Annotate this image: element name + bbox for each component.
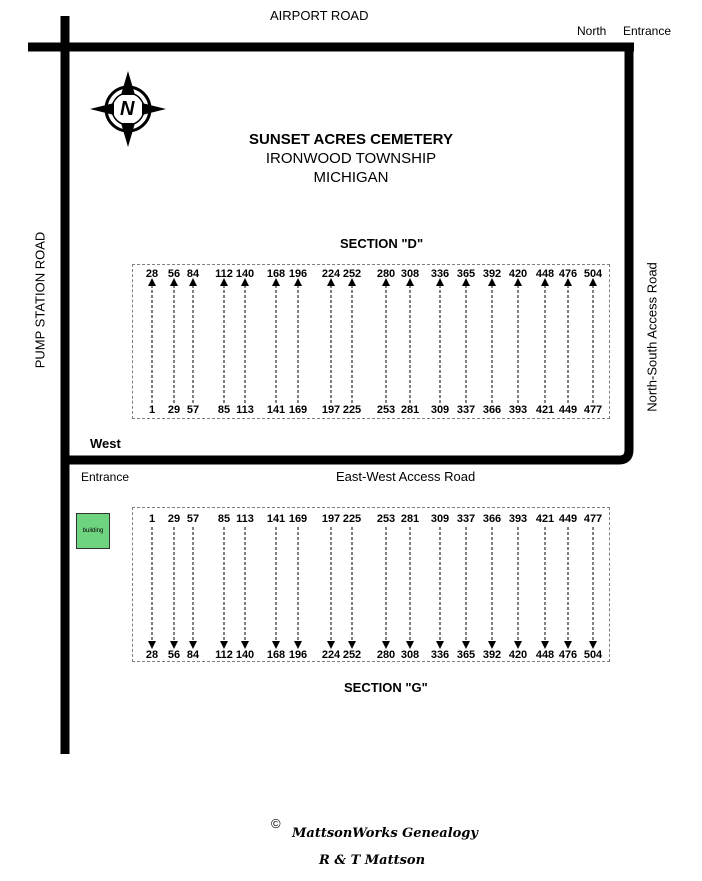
section-d-top-row-number: 224 [321, 268, 341, 280]
section-d-bottom-row-number: 57 [186, 404, 200, 416]
section-d-bottom-row-number: 449 [558, 404, 578, 416]
section-d-bottom-row-number: 393 [508, 404, 528, 416]
pump-station-road-label: PUMP STATION ROAD [32, 231, 48, 369]
section-d-top-row-number: 168 [266, 268, 286, 280]
credit-line-2: R & T Mattson [319, 853, 426, 868]
section-d-top-row-number: 476 [558, 268, 578, 280]
section-d-top-row-number: 112 [215, 268, 233, 280]
section-g-top-row-number: 281 [400, 513, 420, 525]
section-g-top-row-number: 141 [266, 513, 286, 525]
north-entrance-label-2: Entrance [623, 24, 672, 38]
township-label: IRONWOOD TOWNSHIP [265, 150, 437, 167]
section-d-bottom-row-number: 169 [288, 404, 308, 416]
section-d-top-row-number: 308 [400, 268, 420, 280]
section-d-top-row-number: 280 [376, 268, 396, 280]
section-g-top-row-number: 421 [535, 513, 555, 525]
section-d-top-row-number: 420 [508, 268, 528, 280]
section-g-bottom-row-number: 56 [167, 649, 181, 661]
section-d-bottom-row-number: 477 [583, 404, 603, 416]
section-g-bottom-row-number: 28 [145, 649, 159, 661]
section-g-bottom-row-number: 365 [456, 649, 476, 661]
compass-letter: N [120, 98, 135, 120]
west-entrance-label-1: West [90, 436, 121, 451]
east-west-road-label: East-West Access Road [336, 469, 476, 484]
section-g-bottom-row-number: 336 [430, 649, 450, 661]
section-g-bottom-row-number: 168 [266, 649, 286, 661]
section-g-bottom-row-number: 196 [288, 649, 308, 661]
section-d-bottom-row-number: 309 [430, 404, 450, 416]
section-d-top-row-number: 140 [235, 268, 255, 280]
section-d-bottom-row-number: 85 [217, 404, 231, 416]
section-d-bottom-row-number: 29 [167, 404, 181, 416]
section-d-bottom-row-number: 281 [400, 404, 420, 416]
section-g-top-row-number: 309 [430, 513, 450, 525]
section-g-top-row-number: 57 [186, 513, 200, 525]
section-g-top-row-number: 366 [482, 513, 502, 525]
north-south-road-label: North-South Access Road [644, 262, 660, 412]
section-g-bottom-row-number: 420 [508, 649, 528, 661]
section-d-top-row-number: 56 [167, 268, 181, 280]
section-d-bottom-row-number: 366 [482, 404, 502, 416]
section-d-top-row-number: 252 [342, 268, 362, 280]
section-g-top-row-number: 29 [167, 513, 181, 525]
north-entrance-label-1: North [577, 24, 607, 38]
section-g-bottom-row-number: 252 [342, 649, 362, 661]
section-g-top-row-number: 1 [148, 513, 156, 525]
section-g-top-row-number: 393 [508, 513, 528, 525]
section-g-top-row-number: 449 [558, 513, 578, 525]
state-label: MICHIGAN [313, 169, 389, 186]
section-d-label: SECTION "D" [340, 236, 424, 251]
section-d-bottom-row-number: 113 [236, 404, 254, 416]
section-g-top-row-number: 337 [456, 513, 476, 525]
copyright-symbol: © [271, 816, 281, 831]
section-g-bottom-row-number: 392 [482, 649, 502, 661]
section-d-top-row-number: 365 [456, 268, 476, 280]
section-d-bottom-row-number: 141 [266, 404, 286, 416]
section-g-bottom-row-number: 224 [321, 649, 341, 661]
section-g-top-row-number: 477 [583, 513, 603, 525]
section-g-top-row-number: 85 [217, 513, 231, 525]
section-g-bottom-row-number: 112 [215, 649, 233, 661]
section-g-top-row-number: 197 [321, 513, 341, 525]
building-label: building [82, 528, 104, 534]
section-d-bottom-row-number: 421 [535, 404, 555, 416]
section-d-top-row-number: 392 [482, 268, 502, 280]
section-d-top-row-number: 196 [288, 268, 308, 280]
airport-road-label: AIRPORT ROAD [270, 8, 369, 23]
credit-line-1: MattsonWorks Genealogy [292, 826, 478, 841]
section-d-top-row-number: 448 [535, 268, 555, 280]
section-g-label: SECTION "G" [344, 680, 428, 695]
section-d-bottom-row-number: 197 [321, 404, 341, 416]
section-d-top-row-number: 336 [430, 268, 450, 280]
section-g-top-row-number: 169 [288, 513, 308, 525]
cemetery-title: SUNSET ACRES CEMETERY [249, 131, 453, 148]
section-d-plot [132, 264, 610, 419]
section-g-top-row-number: 113 [236, 513, 254, 525]
section-g-bottom-row-number: 140 [235, 649, 255, 661]
section-d-bottom-row-number: 337 [456, 404, 476, 416]
section-d-top-row-number: 84 [186, 268, 200, 280]
section-g-bottom-row-number: 280 [376, 649, 396, 661]
section-g-bottom-row-number: 504 [583, 649, 603, 661]
section-d-bottom-row-number: 253 [376, 404, 396, 416]
west-entrance-label-2: Entrance [81, 470, 130, 484]
section-g-bottom-row-number: 448 [535, 649, 555, 661]
section-g-bottom-row-number: 308 [400, 649, 420, 661]
building [76, 513, 110, 549]
section-g-plot [132, 507, 610, 662]
section-g-top-row-number: 253 [376, 513, 396, 525]
section-d-bottom-row-number: 225 [342, 404, 362, 416]
section-g-bottom-row-number: 84 [186, 649, 200, 661]
section-d-bottom-row-number: 1 [148, 404, 156, 416]
section-g-top-row-number: 225 [342, 513, 362, 525]
section-g-bottom-row-number: 476 [558, 649, 578, 661]
section-d-top-row-number: 28 [145, 268, 159, 280]
section-d-top-row-number: 504 [583, 268, 603, 280]
